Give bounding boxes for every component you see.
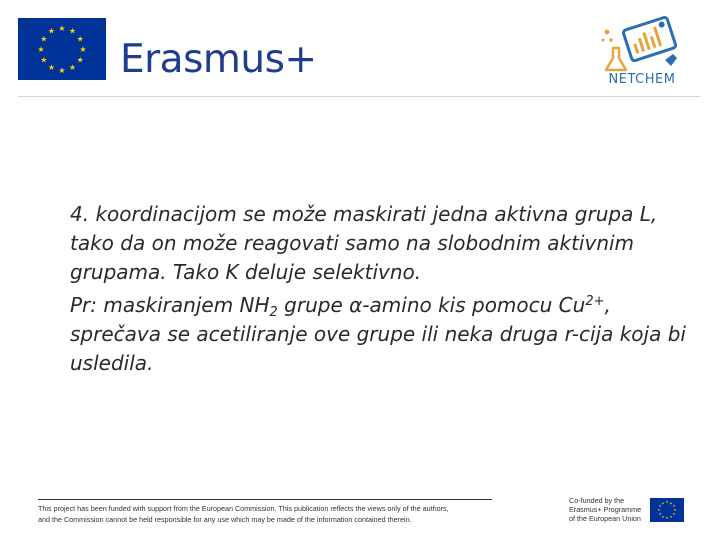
eu-star-icon: ★ [76,55,84,65]
eu-star-icon: ★ [672,512,676,517]
cofunded-line-3: of the European Union [569,514,641,523]
eu-star-icon: ★ [58,23,66,33]
cofunded-line-2: Erasmus+ Programme [569,505,642,514]
nh2-subscript: 2 [269,305,278,320]
eu-star-icon: ★ [37,44,45,54]
p2-text-a: Pr: maskiranjem NH [70,293,270,317]
paragraph-2 [70,291,690,378]
cofunded-label [569,496,649,523]
eu-star-icon: ★ [673,508,677,513]
eu-star-icon: ★ [658,504,662,509]
eu-star-icon: ★ [661,501,665,506]
slide-body [70,200,690,382]
eu-star-icon: ★ [669,515,673,520]
eu-star-icon: ★ [657,508,661,513]
eu-star-icon: ★ [76,34,84,44]
eu-star-icon: ★ [661,515,665,520]
p2-text-c: , sprečava se acetiliranje ove grupe ili neka druga r-cija koja bi usledila. [70,293,686,375]
eu-star-icon: ★ [47,62,56,72]
paragraph-1: 4. koordinacijom se može maskirati jedna aktivna grupa L, tako da on može reagovati samo na slobodnim aktivnim grupama. Tako K deluje selektivno. [70,202,658,284]
p2-text-b: grupe α-amino kis pomocu Cu [277,293,586,317]
netchem-logo-text: NETCHEM [608,72,676,87]
funding-disclaimer [38,503,538,525]
cu-charge-superscript: 2+ [585,294,605,309]
eu-flag-logo [18,18,106,80]
footer-divider [38,499,492,500]
cofunded-line-1: Co-funded by the [569,496,625,505]
disclaimer-line-1: This project has been funded with support from the European Commission. This publication reflects the views only of the authors, [38,504,449,513]
eu-star-icon: ★ [68,62,77,72]
eu-star-icon: ★ [665,500,669,505]
disclaimer-line-2: and the Commission cannot be held responsible for any use which may be made of the information contained therein. [38,515,412,524]
eu-star-icon: ★ [40,55,48,65]
eu-star-icon: ★ [58,65,66,75]
header-divider [18,96,700,97]
eu-flag-small-logo [650,498,684,522]
eu-star-icon: ★ [672,504,676,509]
eu-star-icon: ★ [40,34,48,44]
eu-star-icon: ★ [68,26,77,36]
eu-star-icon: ★ [669,501,673,506]
eu-star-icon: ★ [665,516,669,521]
eu-star-icon: ★ [47,26,56,36]
erasmus-plus-logo-text: Erasmus+ [120,37,317,82]
eu-star-icon: ★ [79,44,87,54]
eu-star-icon: ★ [658,512,662,517]
